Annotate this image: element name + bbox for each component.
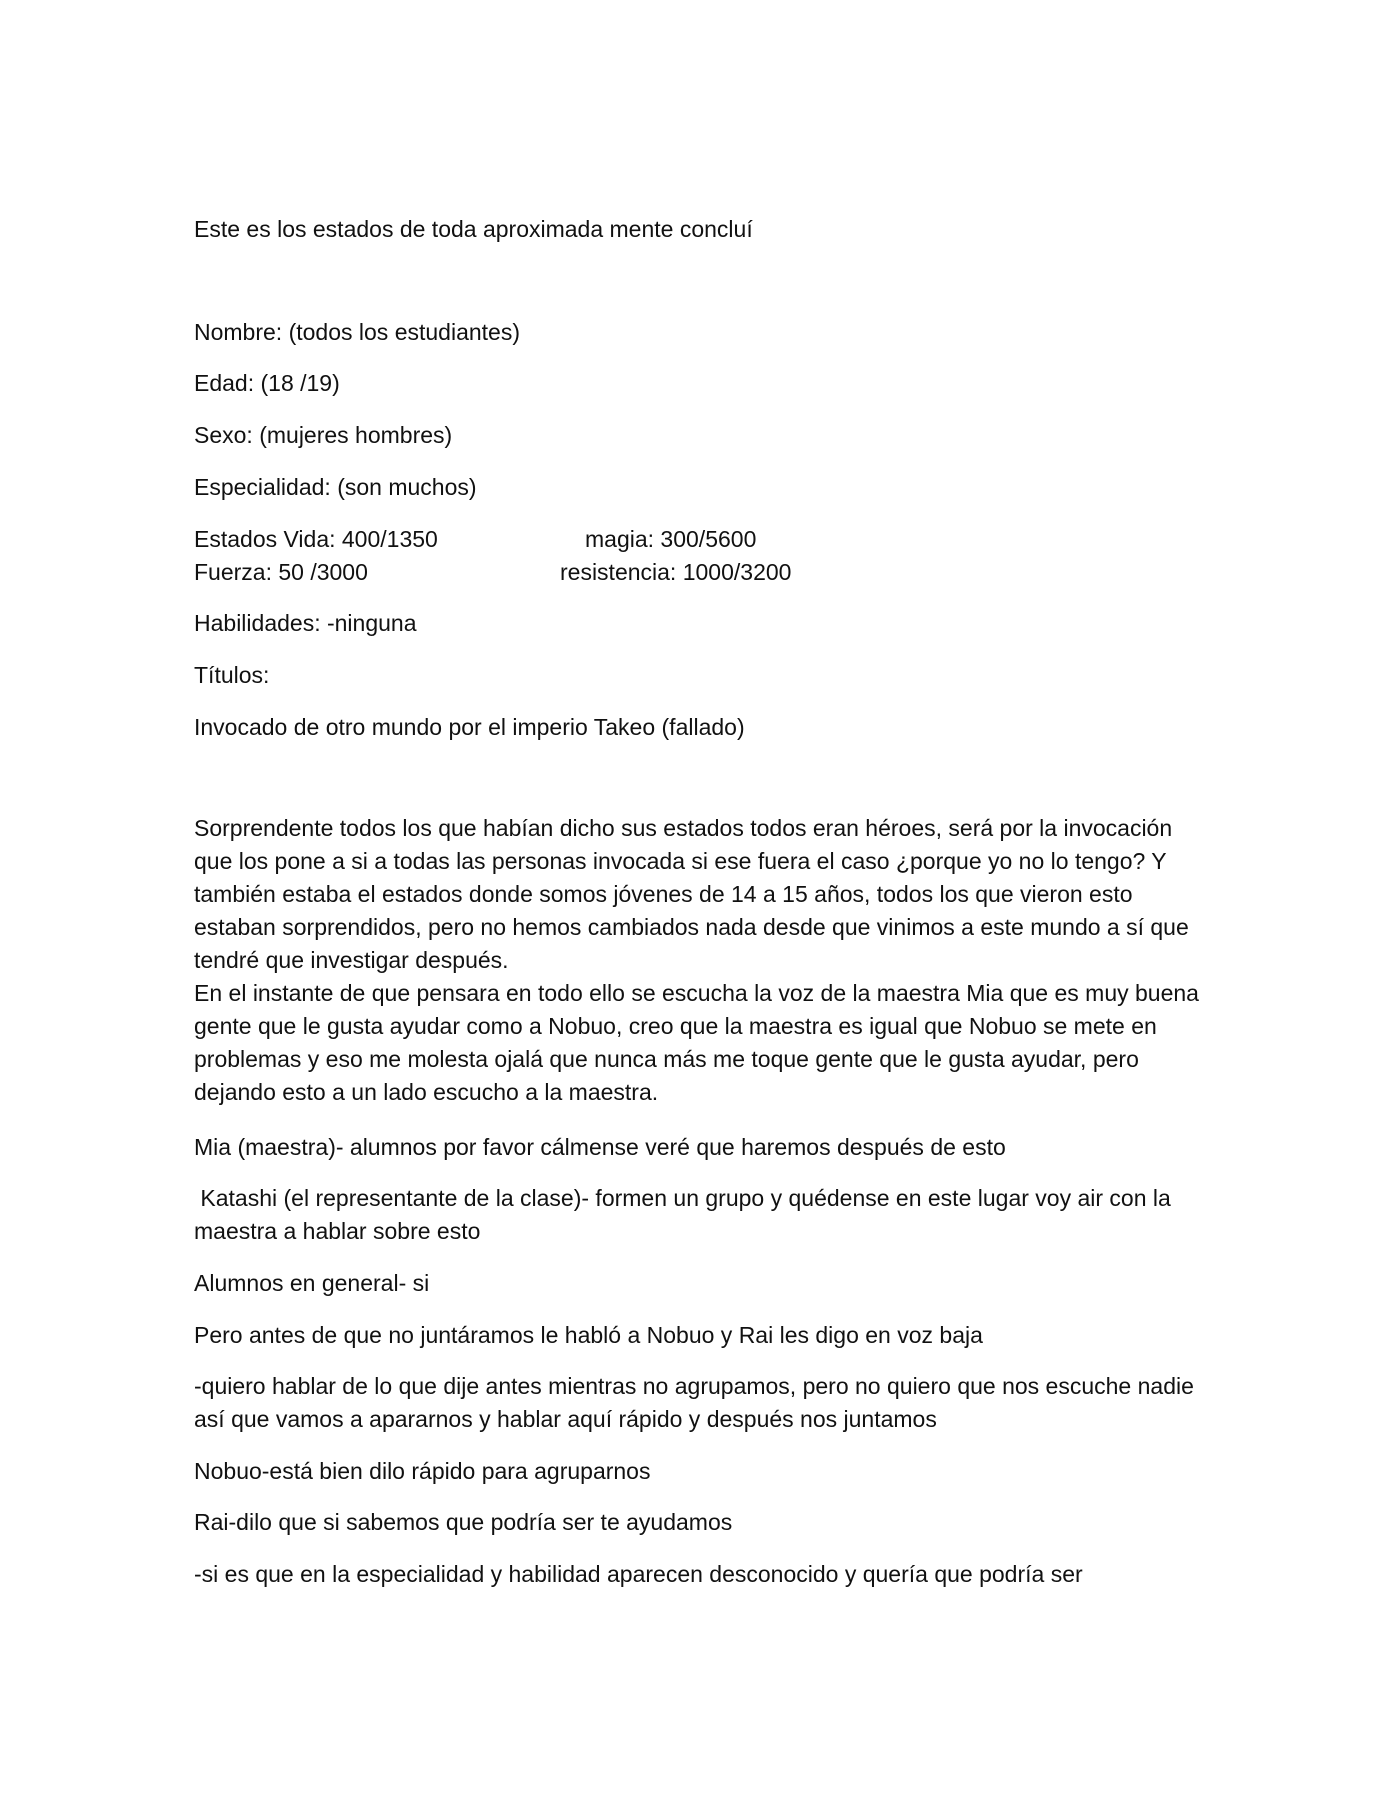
paragraph-2: En el instante de que pensara en todo ello se escucha la voz de la maestra Mia que es muy buena gente que le gusta ayudar como a Nobuo, creo que la maestra es igual que Nobuo se mete en problemas y eso me molesta ojalá que nunca más me toque gente que le gusta ayudar, pero dejando esto a un lado escucho a la maestra.	[194, 980, 1199, 1105]
stat-titulo: Invocado de otro mundo por el imperio Takeo (fallado)	[194, 714, 745, 740]
stat-edad: Edad: (18 /19)	[194, 370, 340, 396]
dialogue-line: Pero antes de que no juntáramos le habló a Nobuo y Rai les digo en voz baja	[194, 1322, 983, 1348]
paragraph-1: Sorprendente todos los que habían dicho sus estados todos eran héroes, será por la invocación que los pone a si a todas las personas invocada si ese fuera el caso ¿porque yo no lo tengo? Y también estaba el estados donde somos jóvenes de 14 a 15 años, todos los que vieron esto estaban sorprendidos, pero no hemos cambiados nada desde que vinimos a este mundo a sí que tendré que investigar después.	[194, 815, 1189, 973]
stat-habilidades: Habilidades: -ninguna	[194, 610, 417, 636]
dialogue-line: Katashi (el representante de la clase)- formen un grupo y quédense en este lugar voy air con la maestra a hablar sobre esto	[194, 1185, 1178, 1244]
stat-resistencia: resistencia: 1000/3200	[560, 559, 792, 585]
dialogue-line: Alumnos en general- si	[194, 1270, 430, 1296]
stat-titulos-label: Títulos:	[194, 662, 270, 688]
stat-vida: Estados Vida: 400/1350	[194, 526, 438, 552]
stat-magia: magia: 300/5600	[585, 526, 757, 552]
dialogue-line: -quiero hablar de lo que dije antes mientras no agrupamos, pero no quiero que nos escuche nadie así que vamos a apararnos y hablar aquí rápido y después nos juntamos	[194, 1373, 1194, 1432]
stat-nombre: Nombre: (todos los estudiantes)	[194, 319, 520, 345]
intro-line: Este es los estados de toda aproximada mente concluí	[194, 216, 753, 242]
stat-especialidad: Especialidad: (son muchos)	[194, 474, 477, 500]
stat-sexo: Sexo: (mujeres hombres)	[194, 422, 453, 448]
dialogue-line: Nobuo-está bien dilo rápido para agruparnos	[194, 1458, 651, 1484]
dialogue-line: -si es que en la especialidad y habilidad aparecen desconocido y quería que podría ser	[194, 1561, 1083, 1587]
dialogue-line: Rai-dilo que si sabemos que podría ser te ayudamos	[194, 1509, 733, 1535]
dialogue-line: Mia (maestra)- alumnos por favor cálmense veré que haremos después de esto	[194, 1134, 1006, 1160]
stat-fuerza: Fuerza: 50 /3000	[194, 559, 368, 585]
